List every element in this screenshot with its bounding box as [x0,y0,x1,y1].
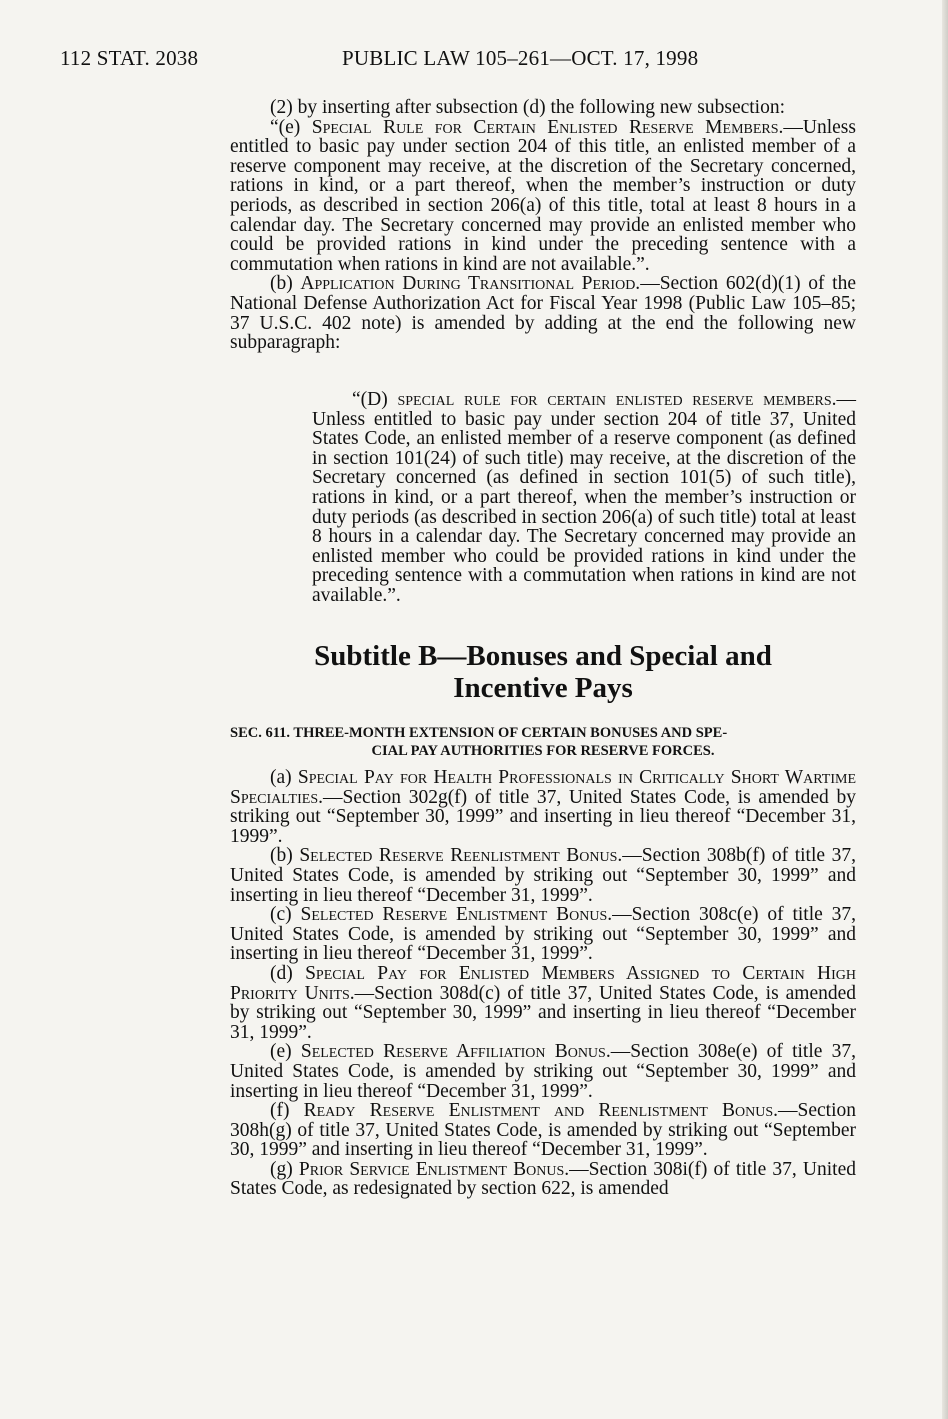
paragraph-subsection-e: “(e) Special Rule for Certain Enlisted Reserve Members.—Unless entitled to basic pay under section 204 of this title, an enlisted member of a reserve component may receive, at the discretion of the Secretary concerned, rations in kind, or a part thereof, when the member’s instruction or duty periods, as described in section 206(a) of this title, total at least 8 hours in a calendar day. The Secretary concerned may provide an enlisted member who could be provided rations in kind under the preceding sentence with a commutation when rations in kind are not available.”. [230,116,856,275]
item-c: (c) Selected Reserve Enlistment Bonus.—Section 308c(e) of title 37, United States Code, is amended by striking out “September 30, 1999” and inserting in lieu thereof “December 31, 1999”. [230,904,857,965]
item-f-heading: Ready Reserve Enlistment and Reenlistment Bonus. [303,1100,778,1122]
quoted-subparagraph-d [312,390,856,606]
subtitle-line-2: Incentive Pays [453,672,633,704]
subsection-b-heading: Application During Transitional Period. [300,273,641,295]
item-e-heading: Selected Reserve Affiliation Bonus. [300,1041,611,1063]
item-b: (b) Selected Reserve Reenlistment Bonus.—Section 308b(f) of title 37, United States Code, is amended by striking out “September 30, 1999” and inserting in lieu thereof “December 31, 1999”. [230,845,856,906]
paragraph-insert-subsection: (2) by inserting after subsection (d) the following new subsection: [270,97,786,118]
subtitle-heading [230,640,856,704]
section-heading-line-1: SEC. 611. THREE-MONTH EXTENSION OF CERTAIN BONUSES AND SPE- [230,725,728,741]
item-g-heading: Prior Service Enlistment Bonus. [298,1158,570,1180]
item-d: (d) Special Pay for Enlisted Members Assigned to Certain High Priority Units.—Section 308d(c) of title 37, United States Code, is amended by striking out “September 30, 1999” and inserting in lieu thereof “December 31, 1999”. [230,962,857,1043]
section-611-body [230,768,856,1199]
item-e: (e) Selected Reserve Affiliation Bonus.—Section 308e(e) of title 37, United States Code, is amended by striking out “September 30, 1999” and inserting in lieu thereof “December 31, 1999”. [230,1041,856,1102]
section-heading [230,724,856,760]
item-d-heading: Special Pay for Enlisted Members Assigned to Certain High Priority Units. [230,962,856,1004]
stat-reference: 112 STAT. 2038 [60,46,199,70]
section-heading-line-2: CIAL PAY AUTHORITIES FOR RESERVE FORCES. [371,743,715,759]
page-header [60,46,888,76]
item-a-heading: Special Pay for Health Professionals in Critically Short Wartime Specialties. [230,767,856,808]
subsection-e-heading: Special Rule for Certain Enlisted Reserve Members. [311,116,784,138]
item-g: (g) Prior Service Enlistment Bonus.—Section 308i(f) of title 37, United States Code, as redesignated by section 622, is amended [230,1158,856,1200]
subtitle-line-1: Subtitle B—Bonuses and Special and [314,640,772,672]
subparagraph-d-heading: special rule for certain enlisted reserve members. [397,389,837,410]
paragraph-subsection-b: (b) Application During Transitional Period.—Section 602(d)(1) of the National Defense Authorization Act for Fiscal Year 1998 (Public Law 105–85; 37 U.S.C. 402 note) is amended by adding at the end the following new subparagraph: [230,273,856,354]
subparagraph-d-text: “(D) special rule for certain enlisted reserve members.—Unless entitled to basic pay under section 204 of title 37, United States Code, an enlisted member of a reserve component (as defined in section 101(24) of such title) may receive, at the discretion of the Secretary concerned (as defined in section 101(5) of such title), rations in kind, or a part thereof, when the member’s instruction or duty periods (as described in section 206(a) of such title) total at least 8 hours in a calendar day. The Secretary concerned may provide an enlisted member who could be provided rations in kind under the preceding sentence with a commutation when rations in kind are not available.”. [312,389,856,606]
page-edge-shadow [942,0,948,1419]
item-a: (a) Special Pay for Health Professionals in Critically Short Wartime Specialties.—Section 302g(f) of title 37, United States Code, is amended by striking out “September 30, 1999” and inserting in lieu thereof “December 31, 1999”. [230,767,856,847]
upper-text-block [230,98,856,353]
item-c-heading: Selected Reserve Enlistment Bonus. [300,904,613,926]
item-f: (f) Ready Reserve Enlistment and Reenlistment Bonus.—Section 308h(g) of title 37, United States Code, is amended by striking out “September 30, 1999” and inserting in lieu thereof “December 31, 1999”. [230,1100,856,1161]
item-b-heading: Selected Reserve Reenlistment Bonus. [299,845,623,867]
law-reference: PUBLIC LAW 105–261—OCT. 17, 1998 [342,46,699,70]
